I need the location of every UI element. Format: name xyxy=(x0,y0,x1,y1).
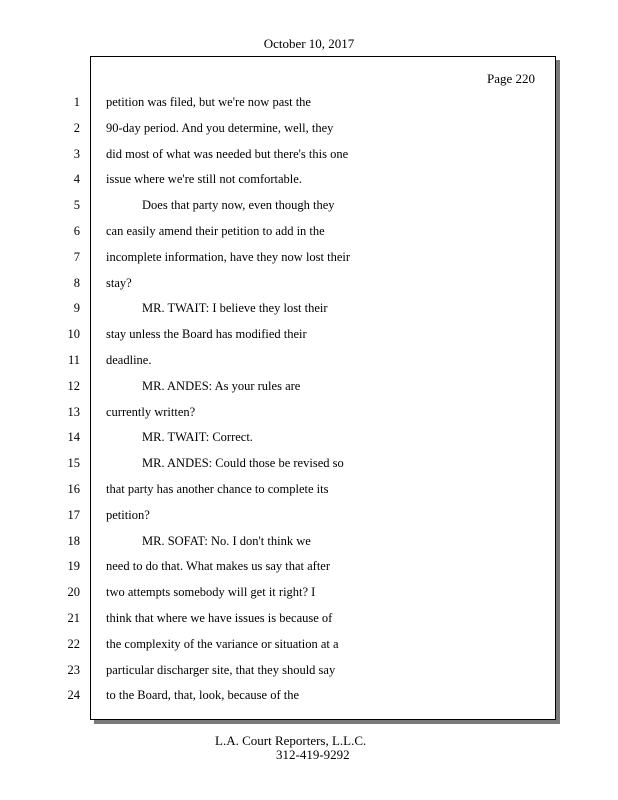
transcript-line: MR. ANDES: As your rules are xyxy=(142,378,301,393)
header-date: October 10, 2017 xyxy=(263,36,355,51)
line-number: 23 xyxy=(67,662,80,677)
transcript-line: stay unless the Board has modified their xyxy=(106,327,307,342)
line-number: 3 xyxy=(73,146,80,161)
footer-company: L.A. Court Reporters, L.L.C. xyxy=(215,733,367,748)
line-number: 14 xyxy=(67,430,80,445)
line-number: 11 xyxy=(67,352,80,367)
transcript-line: that party has another chance to complete its xyxy=(106,481,329,496)
line-number: 17 xyxy=(67,507,80,522)
transcript-line: can easily amend their petition to add in the xyxy=(106,223,325,238)
line-number: 5 xyxy=(73,198,80,213)
transcript-line: deadline. xyxy=(106,352,152,367)
line-number: 22 xyxy=(67,636,80,651)
transcript-line: MR. TWAIT: I believe they lost their xyxy=(142,301,328,316)
line-number: 9 xyxy=(73,301,80,316)
line-number: 2 xyxy=(73,120,80,135)
transcript-line: to the Board, that, look, because of the xyxy=(106,688,299,703)
line-number: 15 xyxy=(67,456,80,471)
line-number: 19 xyxy=(67,559,80,574)
line-number: 12 xyxy=(67,378,80,393)
line-number: 7 xyxy=(73,249,80,264)
footer-phone: 312-419-9292 xyxy=(276,747,350,762)
transcript-line: MR. SOFAT: No. I don't think we xyxy=(142,533,311,548)
line-number: 8 xyxy=(73,275,80,290)
transcript-line: did most of what was needed but there's this one xyxy=(106,146,349,161)
transcript-line: MR. TWAIT: Correct. xyxy=(142,430,253,445)
line-number: 24 xyxy=(67,688,80,703)
transcript-line: petition was filed, but we're now past the xyxy=(106,95,311,109)
transcript-line: petition? xyxy=(106,507,150,522)
line-number: 20 xyxy=(67,585,80,600)
page-number: Page 220 xyxy=(486,71,535,86)
line-number: 10 xyxy=(67,327,80,342)
line-number: 13 xyxy=(67,404,80,419)
transcript-line: issue where we're still not comfortable. xyxy=(106,172,302,187)
line-number: 1 xyxy=(73,95,80,109)
transcript-line: need to do that. What makes us say that after xyxy=(106,559,331,574)
transcript-text-column xyxy=(106,90,546,709)
line-number: 6 xyxy=(73,223,80,238)
transcript-line: the complexity of the variance or situation at a xyxy=(106,636,339,651)
transcript-line: particular discharger site, that they should say xyxy=(106,662,336,677)
transcript-line: MR. ANDES: Could those be revised so xyxy=(142,456,344,471)
line-number-column xyxy=(0,90,80,709)
line-number: 18 xyxy=(67,533,80,548)
transcript-line: two attempts somebody will get it right? I xyxy=(106,585,316,600)
transcript-line: 90-day period. And you determine, well, they xyxy=(106,120,334,135)
line-number: 16 xyxy=(67,481,80,496)
line-number: 21 xyxy=(67,610,80,625)
transcript-line: currently written? xyxy=(106,404,196,419)
transcript-line: stay? xyxy=(106,275,132,290)
transcript-line: incomplete information, have they now lost their xyxy=(106,249,351,264)
transcript-line: think that where we have issues is because of xyxy=(106,610,333,625)
line-number: 4 xyxy=(73,172,80,187)
transcript-line: Does that party now, even though they xyxy=(142,198,335,213)
